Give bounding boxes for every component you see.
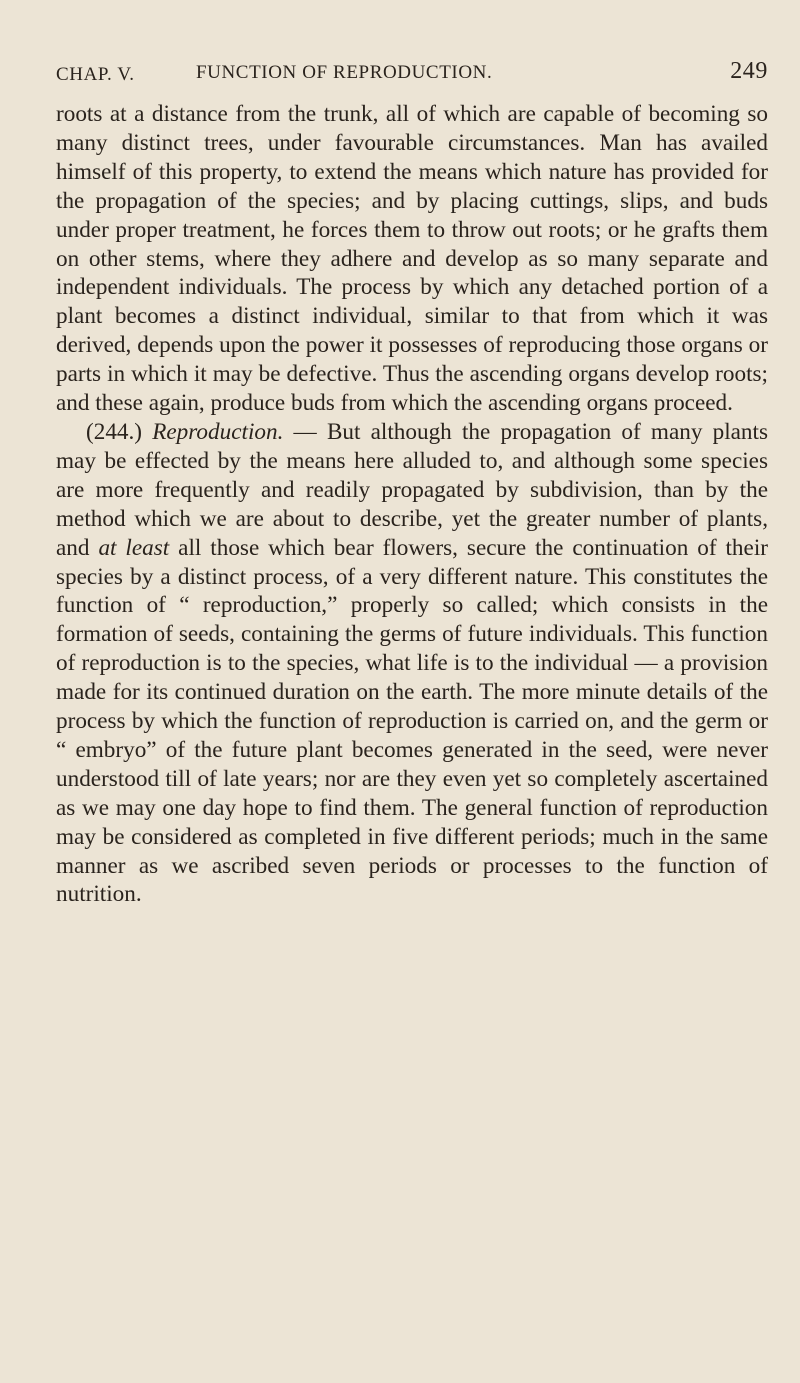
paragraph-continuation: roots at a distance from the trunk, all of which are capable of becoming so many distinct trees, under favourable circumstances. Man has availed himself of this property, to extend the means which nature has provided for the propagation of the species; and by placing cuttings, slips, and buds under proper treatment, he forces them to throw out roots; or he grafts them on other stems, where they adhere and develop as so many separate and independent individuals. The process by which any detached portion of a plant becomes a distinct individual, similar to that from which it was derived, depends upon the power it possesses of reproducing those organs or parts in which it may be defective. Thus the ascending organs develop roots; and these again, produce buds from which the ascending organs proceed. bbox=[56, 101, 768, 417]
section-number: (244.) bbox=[86, 418, 143, 445]
running-title: FUNCTION OF REPRODUCTION. bbox=[196, 62, 493, 83]
emphasis-at-least: at least bbox=[98, 534, 170, 561]
running-head bbox=[56, 58, 768, 90]
body-text bbox=[56, 100, 768, 909]
paragraph-text-b: all those which bear flowers, secure the continuation of their species by a distinct process, of a very different nature. This constitutes the function of “ reproduction,” properly so called; which consists in the formation of seeds, containing the germs of future individuals. This function of reproduction is to the species, what life is to the individual — a provision made for its continued duration on the earth. The more minute details of the process by which the function of reproduction is carried on, and the germ or “ embryo” of the future plant becomes generated in the seed, were never understood till of late years; nor are they even yet so completely ascertained as we may one day hope to find them. The general function of reproduction may be considered as completed in five different periods; much in the same manner as we ascribed seven periods or processes to the function of nutrition. bbox=[56, 534, 768, 908]
paragraph-text-a: But although the propagation of many plants may be effected by the means here alluded to, and although some species are more frequently and readily propagated by subdivision, than by the method which we are about to describe, yet the greater number of plants, and bbox=[56, 418, 768, 561]
chapter-label: CHAP. V. bbox=[56, 64, 135, 85]
page-number: 249 bbox=[730, 58, 768, 84]
heading-dash: — bbox=[283, 418, 327, 445]
paragraph-reproduction bbox=[56, 418, 768, 909]
section-heading: Reproduction. bbox=[152, 418, 284, 445]
